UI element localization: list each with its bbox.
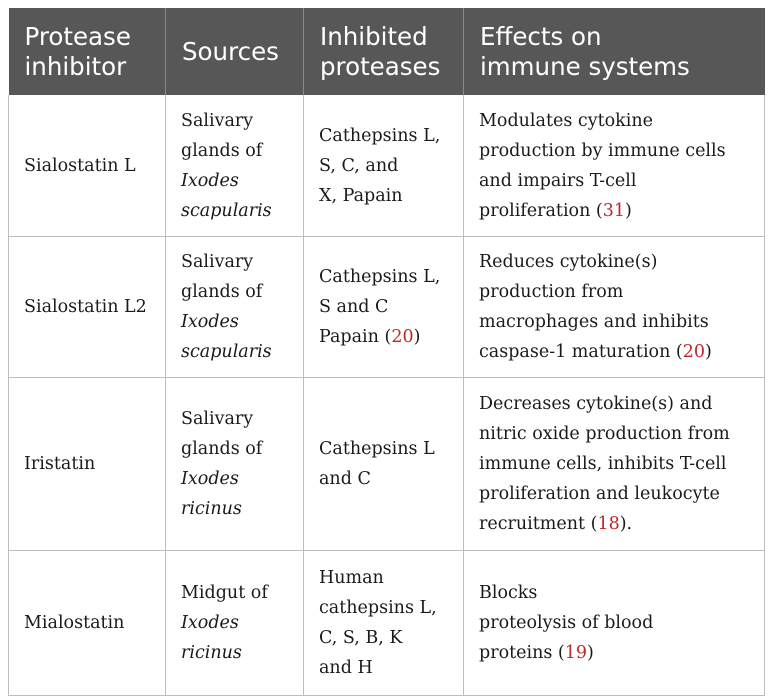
header-row — [9, 8, 765, 95]
table-row — [9, 378, 765, 551]
cell-proteases: Cathepsins L, S and C Papain (20) — [304, 237, 464, 378]
cell-effects: Modulates cytokine production by immune cells and impairs T-cell proliferation (31) — [464, 95, 765, 237]
table-row — [9, 237, 765, 378]
header-sources: Sources — [166, 8, 304, 95]
cell-inhibitor: Iristatin — [9, 378, 166, 551]
reference-link[interactable]: 19 — [564, 643, 588, 663]
cell-source: Midgut of Ixodes ricinus — [166, 551, 304, 696]
header-protease-inhibitor: Protease inhibitor — [9, 8, 166, 95]
header-effects-on-immune-systems: Effects on immune systems — [464, 8, 765, 95]
reference-link[interactable]: 20 — [682, 342, 706, 362]
reference-link[interactable]: 31 — [602, 200, 626, 221]
cell-proteases: Human cathepsins L, C, S, B, K and H — [304, 551, 464, 696]
cell-inhibitor: Sialostatin L2 — [9, 237, 166, 378]
cell-proteases: Cathepsins L, S, C, and X, Papain — [304, 95, 464, 237]
table-row — [9, 551, 765, 696]
cell-effects: Reduces cytokine(s) production from macrophages and inhibits caspase-1 maturation (20) — [464, 237, 765, 378]
cell-effects: Blocks proteolysis of blood proteins (19) — [464, 551, 765, 696]
reference-link[interactable]: 20 — [391, 327, 414, 347]
cell-inhibitor: Mialostatin — [9, 551, 166, 696]
protease-inhibitor-table — [8, 8, 765, 696]
cell-effects: Decreases cytokine(s) and nitric oxide production from immune cells, inhibits T-cell proliferation and leukocyte recruitment (18). — [464, 378, 765, 551]
cell-source: Salivary glands of Ixodes scapularis — [166, 237, 304, 378]
table-row — [9, 95, 765, 237]
cell-source: Salivary glands of Ixodes ricinus — [166, 378, 304, 551]
header-inhibited-proteases: Inhibited proteases — [304, 8, 464, 95]
cell-proteases: Cathepsins L and C — [304, 378, 464, 551]
reference-link[interactable]: 18 — [597, 514, 620, 534]
cell-source: Salivary glands of Ixodes scapularis — [166, 95, 304, 237]
cell-inhibitor: Sialostatin L — [9, 95, 166, 237]
